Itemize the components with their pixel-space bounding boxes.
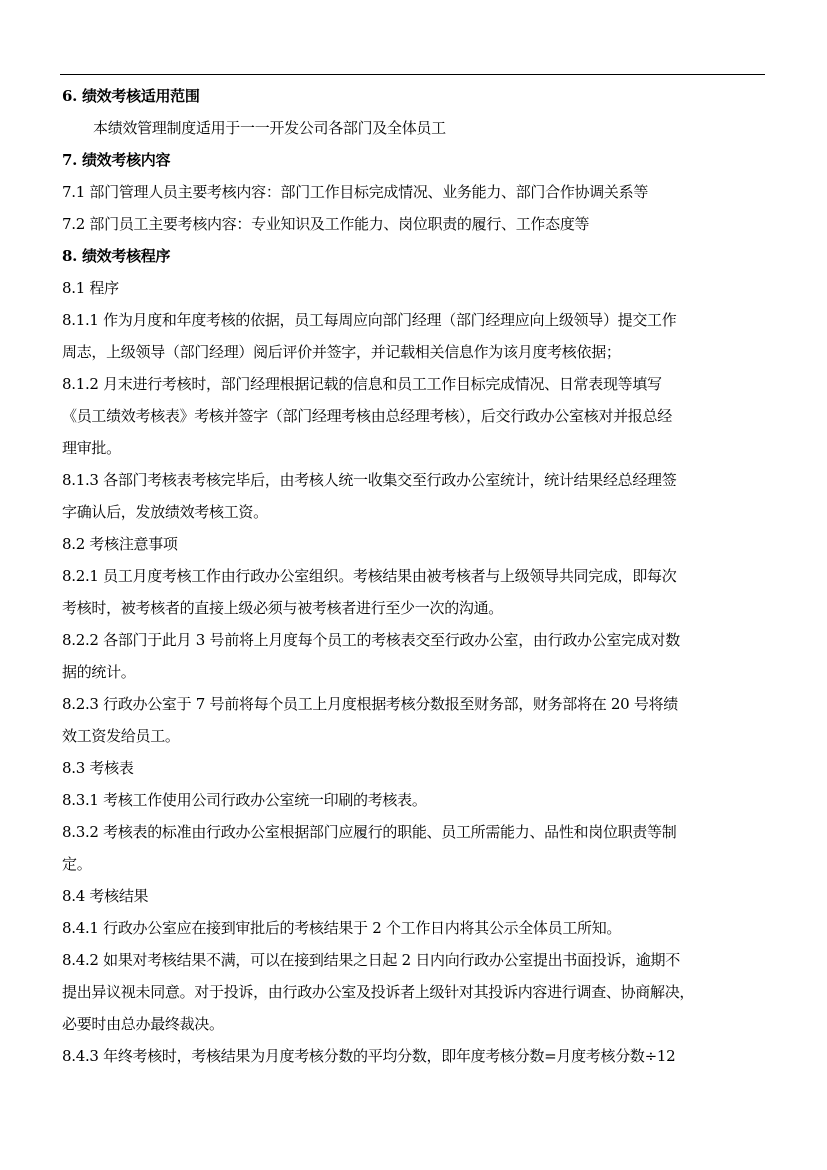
paragraph-line: 8.4.3 年终考核时，考核结果为月度考核分数的平均分数，即年度考核分数=月度考核分数÷12 bbox=[62, 1047, 676, 1065]
paragraph-line: 周志，上级领导（部门经理）阅后评价并签字，并记载相关信息作为该月度考核依据； bbox=[62, 343, 621, 361]
paragraph-line: 定。 bbox=[62, 855, 92, 873]
paragraph-line: 效工资发给员工。 bbox=[62, 727, 180, 745]
paragraph-line: 8.2.1 员工月度考核工作由行政办公室组织。考核结果由被考核者与上级领导共同完成，即每次 bbox=[62, 567, 677, 585]
paragraph-line: 8.3.2 考核表的标准由行政办公室根据部门应履行的职能、员工所需能力、品性和岗位职责等制 bbox=[62, 823, 677, 841]
paragraph-line: 7.2 部门员工主要考核内容：专业知识及工作能力、岗位职责的履行、工作态度等 bbox=[62, 215, 590, 233]
paragraph-line: 7.1 部门管理人员主要考核内容：部门工作目标完成情况、业务能力、部门合作协调关系等 bbox=[62, 183, 649, 201]
header-rule bbox=[60, 74, 765, 75]
paragraph-line: 本绩效管理制度适用于一一开发公司各部门及全体员工 bbox=[93, 119, 446, 137]
paragraph-line: 提出异议视未同意。对于投诉，由行政办公室及投诉者上级针对其投诉内容进行调查、协商解决， bbox=[62, 983, 695, 1001]
paragraph-line: 字确认后，发放绩效考核工资。 bbox=[62, 503, 268, 521]
paragraph-line: 8.3 考核表 bbox=[62, 759, 134, 777]
paragraph-line: 据的统计。 bbox=[62, 663, 136, 681]
paragraph-line: 8.1.3 各部门考核表考核完毕后，由考核人统一收集交至行政办公室统计，统计结果经总经理签 bbox=[62, 471, 677, 489]
document-body bbox=[62, 80, 767, 1072]
paragraph-line: 8.1.1 作为月度和年度考核的依据，员工每周应向部门经理（部门经理应向上级领导）提交工作 bbox=[62, 311, 677, 329]
paragraph-line: 考核时，被考核者的直接上级必须与被考核者进行至少一次的沟通。 bbox=[62, 599, 504, 617]
section-heading: 8. 绩效考核程序 bbox=[62, 247, 171, 265]
paragraph-line: 必要时由总办最终裁决。 bbox=[62, 1015, 224, 1033]
paragraph-line: 8.1.2 月末进行考核时，部门经理根据记载的信息和员工工作目标完成情况、日常表现等填写 bbox=[62, 375, 662, 393]
paragraph-line: 8.1 程序 bbox=[62, 279, 119, 297]
paragraph-line: 8.4.1 行政办公室应在接到审批后的考核结果于 2 个工作日内将其公示全体员工所知。 bbox=[62, 919, 622, 937]
section-heading: 6. 绩效考核适用范围 bbox=[62, 87, 200, 105]
section-heading: 7. 绩效考核内容 bbox=[62, 151, 171, 169]
paragraph-line: 8.2.3 行政办公室于 7 号前将每个员工上月度根据考核分数报至财务部，财务部将在 20 号将绩 bbox=[62, 695, 678, 713]
paragraph-line: 8.2.2 各部门于此月 3 号前将上月度每个员工的考核表交至行政办公室，由行政办公室完成对数 bbox=[62, 631, 680, 649]
paragraph-line: 8.2 考核注意事项 bbox=[62, 535, 178, 553]
paragraph-line: 理审批。 bbox=[62, 439, 121, 457]
paragraph-line: 8.4.2 如果对考核结果不满，可以在接到结果之日起 2 日内向行政办公室提出书面投诉，逾期不 bbox=[62, 951, 680, 969]
paragraph-line: 8.3.1 考核工作使用公司行政办公室统一印刷的考核表。 bbox=[62, 791, 427, 809]
paragraph-line: 《员工绩效考核表》考核并签字（部门经理考核由总经理考核），后交行政办公室核对并报总经 bbox=[62, 407, 672, 425]
paragraph-line: 8.4 考核结果 bbox=[62, 887, 149, 905]
